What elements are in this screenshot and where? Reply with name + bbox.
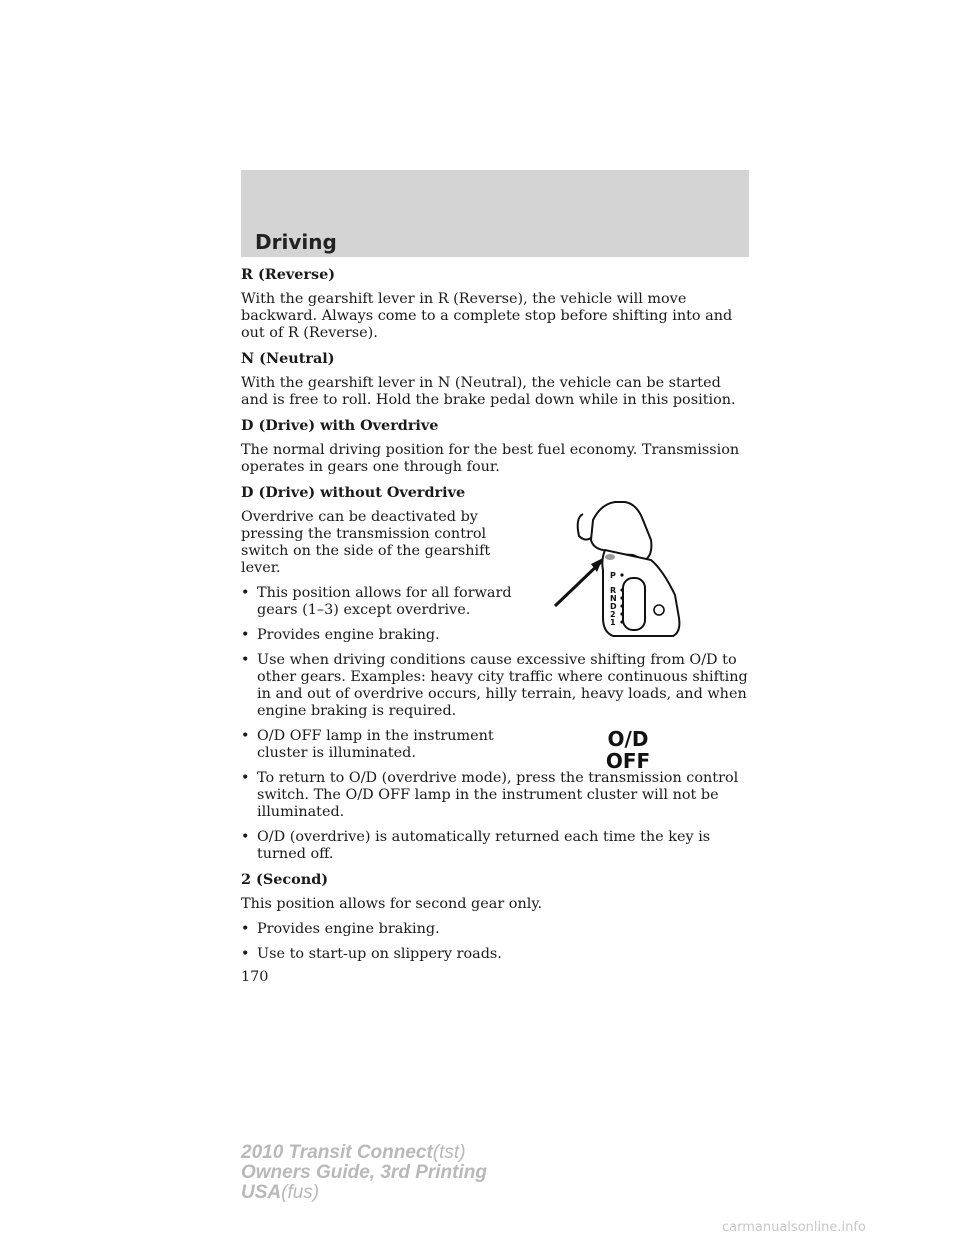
bullet-dot: • [241, 829, 250, 845]
paragraph-second: This position allows for second gear only. [241, 896, 543, 912]
list-item: • To return to O/D (overdrive mode), press the transmission control switch. The O/D OFF lamp in the instrument cluster will not be illuminated. [241, 770, 739, 820]
list-item: • This position allows for all forward gears (1–3) except overdrive. [241, 585, 512, 618]
gear-detent-dot [620, 620, 623, 623]
bullet-dot: • [241, 728, 250, 744]
gear-label-P: P [610, 571, 616, 580]
footer-region-code: (fus) [281, 1182, 320, 1203]
gear-detent-dot [620, 596, 623, 599]
bullet-dot: • [241, 946, 250, 962]
gear-label-2: 2 [610, 610, 616, 619]
od-label: O/D [607, 727, 649, 751]
heading-second: 2 (Second) [241, 871, 329, 888]
footer-printing: Owners Guide, 3rd Printing [241, 1162, 487, 1183]
list-item: • Use when driving conditions cause excessive shifting from O/D to other gears. Examples: heavy city traffic where continuous shifting in and out of overdrive occurs, hilly terrain, heavy loads, and when engine braking is required. [241, 652, 748, 719]
bullet-dot: • [241, 921, 250, 937]
footer-model: 2010 Transit Connect [241, 1142, 433, 1163]
heading-drive-overdrive: D (Drive) with Overdrive [241, 417, 439, 434]
list-item: • Provides engine braking. [241, 627, 440, 643]
gear-label-R: R [610, 586, 617, 595]
od-off-lamp-icon [600, 728, 656, 772]
gearshift-illustration [553, 500, 685, 645]
bullet-dot: • [241, 585, 250, 601]
section-title: Driving [255, 230, 337, 254]
bullet-dot: • [241, 652, 250, 668]
gear-detent-dot [620, 604, 623, 607]
off-label: OFF [605, 749, 651, 773]
gearshift-lever-icon [553, 500, 685, 645]
gear-label-N: N [610, 594, 617, 603]
paragraph-reverse: With the gearshift lever in R (Reverse), the vehicle will move backward. Always come to a complete stop before shifting into and out of R (Reverse). [241, 291, 733, 341]
page-number: 170 [241, 969, 269, 985]
paragraph-drive-overdrive: The normal driving position for the best fuel economy. Transmission operates in gears one through four. [241, 442, 740, 475]
watermark: carmanualsonline.info [722, 1220, 866, 1235]
gear-detent-dot [620, 573, 623, 576]
gear-detent-dot [620, 588, 623, 591]
bullet-dot: • [241, 770, 250, 786]
footer-region: USA [241, 1182, 282, 1203]
heading-neutral: N (Neutral) [241, 350, 335, 367]
footer-model-code: (tst) [432, 1142, 466, 1163]
gear-label-D: D [610, 602, 617, 611]
section-header-band [241, 170, 749, 257]
paragraph-overdrive-deactivate: Overdrive can be deactivated by pressing the transmission control switch on the side of the gearshift lever. [241, 509, 491, 576]
heading-drive-no-overdrive: D (Drive) without Overdrive [241, 484, 466, 501]
list-item: • O/D OFF lamp in the instrument cluster is illuminated. [241, 728, 494, 761]
gear-detent-dot [620, 612, 623, 615]
footer [241, 1143, 487, 1203]
paragraph-neutral: With the gearshift lever in N (Neutral), the vehicle can be started and is free to roll. Hold the brake pedal down while in this position. [241, 375, 736, 408]
list-item: • Use to start-up on slippery roads. [241, 946, 502, 962]
heading-reverse: R (Reverse) [241, 266, 336, 283]
list-item: • O/D (overdrive) is automatically returned each time the key is turned off. [241, 829, 711, 862]
bullet-dot: • [241, 627, 250, 643]
list-item: • Provides engine braking. [241, 921, 440, 937]
gear-label-1: 1 [610, 618, 616, 627]
